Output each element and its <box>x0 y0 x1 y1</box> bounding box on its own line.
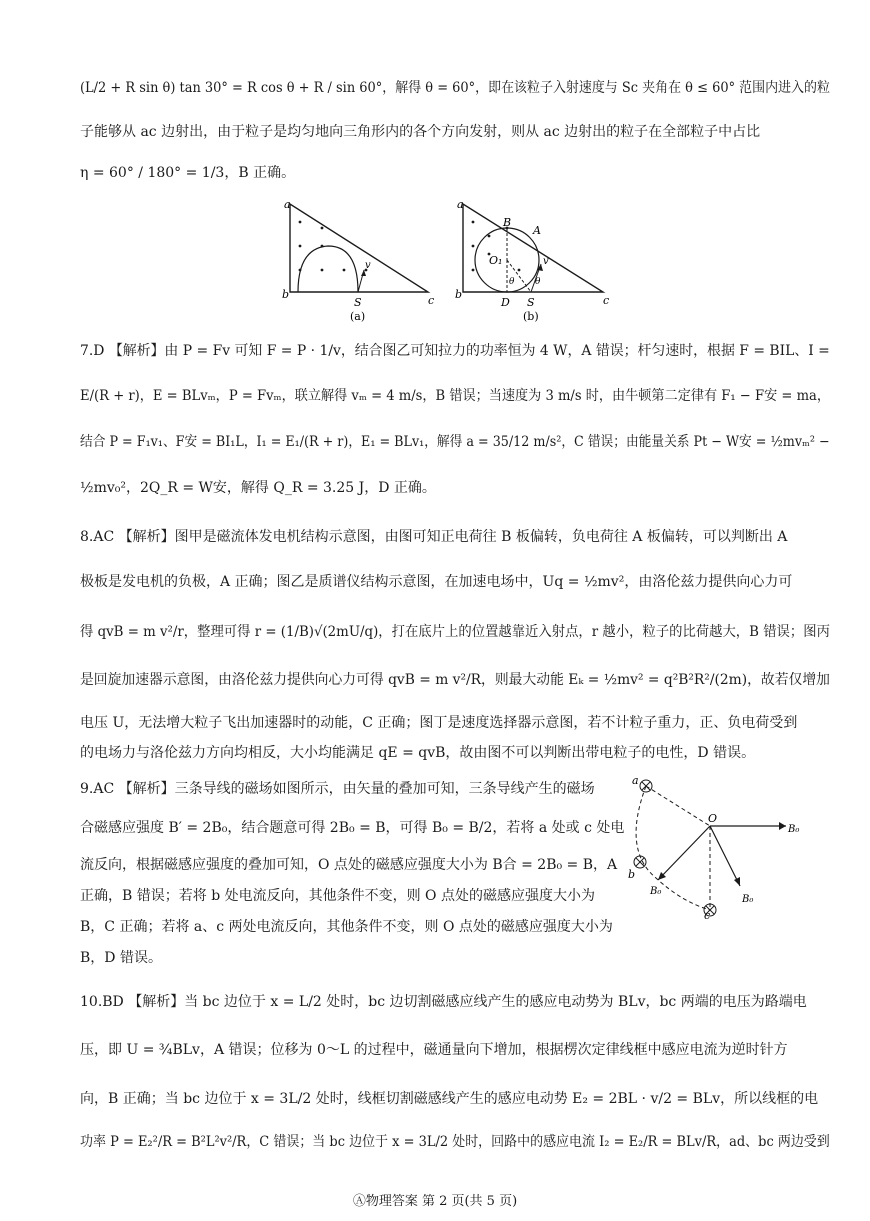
fig-a-label-a: a <box>284 198 291 211</box>
q9-line-2: 合磁感应强度 B′ = 2B₀，结合题意可得 2B₀ = B，可得 B₀ = B/2，若将 a 处或 c 处电 <box>80 820 625 836</box>
q9-line-1: 9.AC 【解析】三条导线的磁场如图所示，由矢量的叠加可知，三条导线产生的磁场 <box>80 781 595 797</box>
fig9-label-b0-right: B₀ <box>788 824 800 835</box>
fig-a-label-b: b <box>282 288 290 301</box>
q6-line-1: (L/2 + R sin θ) tan 30° = R cos θ + R / sin 60°，解得 θ = 60°，即在该粒子入射速度与 Sc 夹角在 θ ≤ 60° 范围内进入的粒 <box>80 80 830 96</box>
fig9-label-b0-down: B₀ <box>742 894 754 905</box>
fig9-label-a: a <box>632 774 639 787</box>
fig-b-label-o1: O₁ <box>489 254 503 267</box>
figure-b <box>445 198 615 323</box>
q8-line-3: 得 qvB = m v²/r，整理可得 r = (1/B)√(2mU/q)，打在底片上的位置越靠近入射点，r 越小，粒子的比荷越大，B 错误；图丙 <box>80 624 830 640</box>
q8-line-6: 的电场力与洛伦兹力方向均相反，大小均能满足 qE = qvB，故由图不可以判断出带电粒子的电性，D 错误。 <box>80 745 756 761</box>
q8-line-5: 电压 U，无法增大粒子飞出加速器时的动能，C 正确；图丁是速度选择器示意图，若不计粒子重力，正、负电荷受到 <box>80 715 798 731</box>
fig9-label-o: O <box>708 812 718 825</box>
fig-b-label-bpt: B <box>503 216 512 229</box>
fig-b-caption: (b) <box>523 310 539 323</box>
q10-line-1: 10.BD 【解析】当 bc 边位于 x = L/2 处时，bc 边切割磁感应线产生的感应电动势为 BLv，bc 两端的电压为路端电 <box>80 994 807 1010</box>
fig-b-label-apt: A <box>533 224 541 237</box>
q10-line-4: 功率 P = E₂²/R = B²L²v²/R，C 错误；当 bc 边位于 x = 3L/2 处时，回路中的感应电流 I₂ = E₂/R = BLv/R，ad、bc 两边受到 <box>80 1134 830 1150</box>
q10-line-3: 向，B 正确；当 bc 边位于 x = 3L/2 处时，线框切割磁感线产生的感应电动势 E₂ = 2BL · v/2 = BLv，所以线框的电 <box>80 1091 819 1107</box>
page-footer: Ⓐ物理答案 第 2 页(共 5 页) <box>352 1194 518 1209</box>
fig-b-label-c: c <box>603 294 610 307</box>
q9-line-6: B，D 错误。 <box>80 950 162 966</box>
q9-line-3: 流反向，根据磁感应强度的叠加可知，O 点处的磁感应强度大小为 B合 = 2B₀ = B，A <box>80 857 618 873</box>
q7-line-3: 结合 P = F₁v₁、F安 = BI₁L，I₁ = E₁/(R + r)，E₁ = BLv₁，解得 a = 35/12 m/s²，C 错误；由能量关系 Pt − W安 = ½mvₘ² − <box>80 434 830 450</box>
fig-b-label-theta2: θ <box>535 277 541 287</box>
q9-line-5: B，C 正确；若将 a、c 两处电流反向，其他条件不变，则 O 点处的磁感应强度大小为 <box>80 919 613 935</box>
q7-line-2: E/(R + r)，E = BLvₘ，P = Fvₘ，联立解得 vₘ = 4 m/s，B 错误；当速度为 3 m/s 时，由牛顿第二定律有 F₁ − F安 = ma， <box>80 388 831 404</box>
fig9-label-b0-left: B₀ <box>650 886 662 897</box>
fig-b-label-v: v <box>543 256 549 267</box>
q6-line-2: 子能够从 ac 边射出，由于粒子是均匀地向三角形内的各个方向发射，则从 ac 边射出的粒子在全部粒子中占比 <box>80 124 761 140</box>
q8-line-4: 是回旋加速器示意图，由洛伦兹力提供向心力可得 qvB = m v²/R，则最大动能 Eₖ = ½mv² = q²B²R²/(2m)，故若仅增加 <box>80 672 830 688</box>
fig-b-label-a: a <box>457 198 464 211</box>
q7-line-4: ½mv₀²，2Q_R = W安，解得 Q_R = 3.25 J，D 正确。 <box>80 480 436 496</box>
q8-line-1: 8.AC 【解析】图甲是磁流体发电机结构示意图，由图可知正电荷往 B 板偏转，负电荷往 A 板偏转，可以判断出 A <box>80 529 788 545</box>
q7-line-1: 7.D 【解析】由 P = Fv 可知 F = P · 1/v，结合图乙可知拉力的功率恒为 4 W，A 错误；杆匀速时，根据 F = BIL、I = <box>80 343 830 359</box>
fig-b-label-d: D <box>501 296 510 309</box>
fig9-label-c: c <box>704 909 711 920</box>
fig-a-label-c: c <box>428 294 435 307</box>
q10-line-2: 压，即 U = ¾BLv，A 错误；位移为 0～L 的过程中，磁通量向下增加，根据楞次定律线框中感应电流为逆时针方 <box>80 1042 788 1058</box>
fig-a-label-v: v <box>365 260 371 271</box>
q8-line-2: 极板是发电机的负极，A 正确；图乙是质谱仪结构示意图，在加速电场中，Uq = ½mv²，由洛伦兹力提供向心力可 <box>80 574 793 590</box>
fig-b-label-theta1: θ <box>509 277 515 287</box>
fig-a-caption: (a) <box>350 310 366 323</box>
figure-a <box>270 198 440 323</box>
q6-line-3: η = 60° / 180° = 1/3，B 正确。 <box>80 165 296 181</box>
fig-a-label-s: S <box>354 296 362 309</box>
fig-b-label-s: S <box>527 296 535 309</box>
fig-b-label-b: b <box>455 288 463 301</box>
fig9-label-b: b <box>628 868 636 881</box>
q9-line-4: 正确，B 错误；若将 b 处电流反向，其他条件不变，则 O 点处的磁感应强度大小为 <box>80 888 595 904</box>
figure-q9 <box>628 770 808 920</box>
